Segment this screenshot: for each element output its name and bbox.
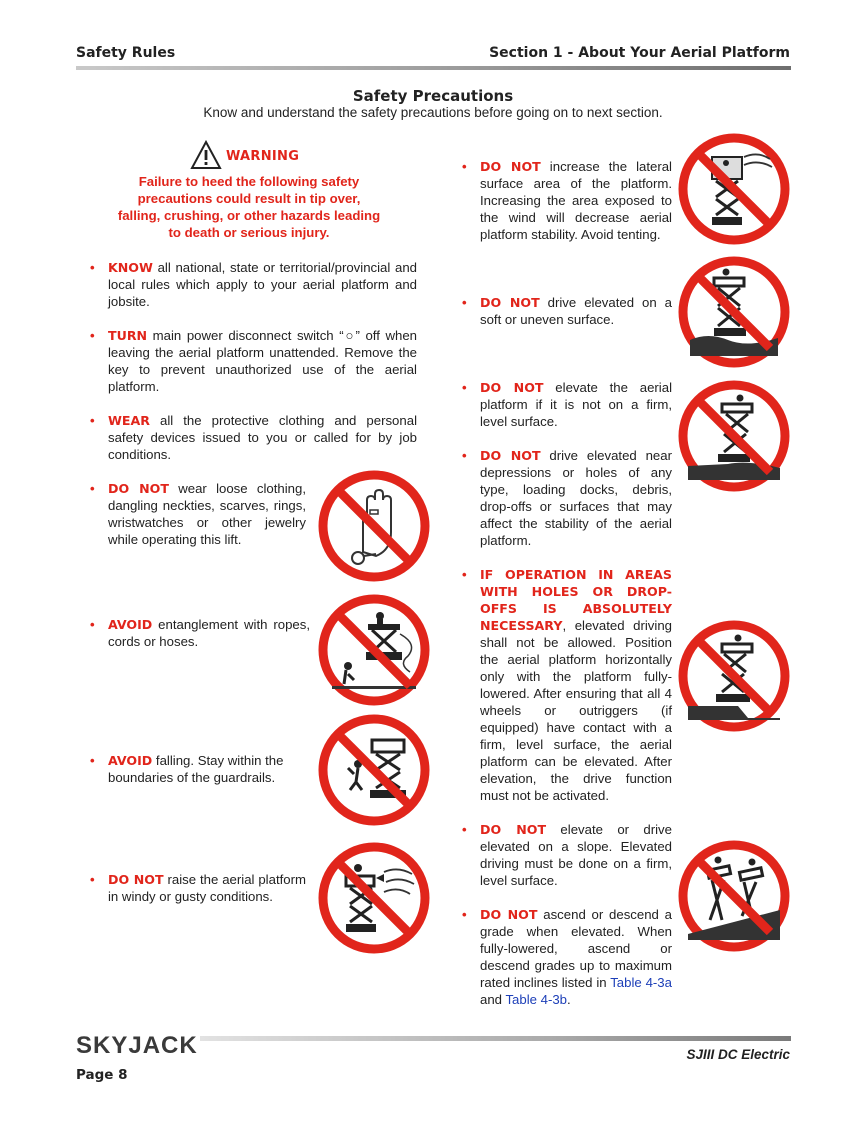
rule-falling: • AVOID falling. Stay within the boundaries of the guardrails.: [90, 753, 284, 785]
footer-model: SJIII DC Electric: [686, 1047, 790, 1062]
table-4-3b-link[interactable]: Table 4-3b: [505, 992, 568, 1007]
svg-text:SKYJACK: SKYJACK: [76, 1032, 198, 1059]
rule-entanglement: • AVOID entanglement with ropes, cords or hoses.: [90, 617, 310, 649]
footer-rule: [200, 1036, 791, 1041]
rule-soft-surface: • DO NOT drive elevated on a soft or uneven surface.: [462, 295, 672, 327]
rule-wind: • DO NOT raise the aerial platform in windy or gusty conditions.: [90, 872, 306, 904]
header-rule: [76, 66, 791, 70]
rule-depressions: • DO NOT drive elevated near depressions or holes of any type, loading docks, debris, drop-offs or surfaces that may affect the stability of the aerial platform.: [462, 448, 672, 548]
page-number: Page 8: [76, 1067, 128, 1083]
rule-wear: • WEAR all the protective clothing and personal safety devices issued to you or called for by job conditions.: [90, 413, 417, 462]
header-section-right: Section 1 - About Your Aerial Platform: [489, 45, 790, 61]
warning-heading: [190, 140, 320, 174]
rule-grade: • DO NOT ascend or descend a grade when elevated. When fully-lowered, ascend or descend grades up to maximum rated inclines listed in Table 4-3a and Table 4-3b.: [462, 907, 672, 1007]
no-holes-icon: [678, 620, 790, 732]
rule-slope: • DO NOT elevate or drive elevated on a slope. Elevated driving must be done on a firm, level surface.: [462, 822, 672, 888]
rule-level-surface: • DO NOT elevate the aerial platform if it is not on a firm, level surface.: [462, 380, 672, 429]
rule-tenting: • DO NOT increase the lateral surface area of the platform. Increasing the area exposed to the wind will decrease aerial platform stability. Avoid tenting.: [462, 159, 672, 242]
warning-triangle-icon: [190, 140, 222, 170]
page-title: Safety Precautions: [352, 87, 514, 105]
rule-turn: • TURN main power disconnect switch “○” off when leaving the aerial platform unattended. Remove the key to prevent unauthorized use of the aerial platform.: [90, 328, 417, 394]
no-entanglement-icon: [318, 594, 430, 706]
rule-jewelry: • DO NOT wear loose clothing, dangling neckties, scarves, rings, wristwatches or other jewelry while operating this lift.: [90, 481, 306, 547]
no-jewelry-icon: [318, 470, 430, 582]
warning-label: WARNING: [226, 149, 300, 164]
no-soft-surface-icon: [678, 256, 790, 368]
page-subtitle: Know and understand the safety precautions before going on to next section.: [203, 105, 663, 120]
rule-know: • KNOW all national, state or territorial/provincial and local rules which apply to your aerial platform and jobsite.: [90, 260, 417, 309]
header-section-left: Safety Rules: [76, 45, 176, 61]
no-slope-icon: [678, 840, 790, 952]
table-4-3a-link[interactable]: Table 4-3a: [610, 975, 672, 990]
rule-holes-dropoffs: • IF OPERATION IN AREAS WITH HOLES OR DROP-OFFS IS ABSOLUTELY NECESSARY, elevated driving shall not be allowed. Position the aerial platform horizontally only with the platform fully-lowered. After ensuring that all 4 wheels or outriggers (if equipped) have contact with a firm, level surface, the aerial platform can be elevated. After elevation, the drive function must not be activated.: [462, 567, 672, 803]
no-wind-icon: [318, 842, 430, 954]
no-tenting-icon: [678, 133, 790, 245]
skyjack-logo: [76, 1030, 206, 1060]
no-falling-icon: [318, 714, 430, 826]
no-unlevel-icon: [678, 380, 790, 492]
warning-text: Failure to heed the following safety precautions could result in tip over, falling, crushing, or other hazards leading to death or serious injury.: [117, 174, 381, 240]
